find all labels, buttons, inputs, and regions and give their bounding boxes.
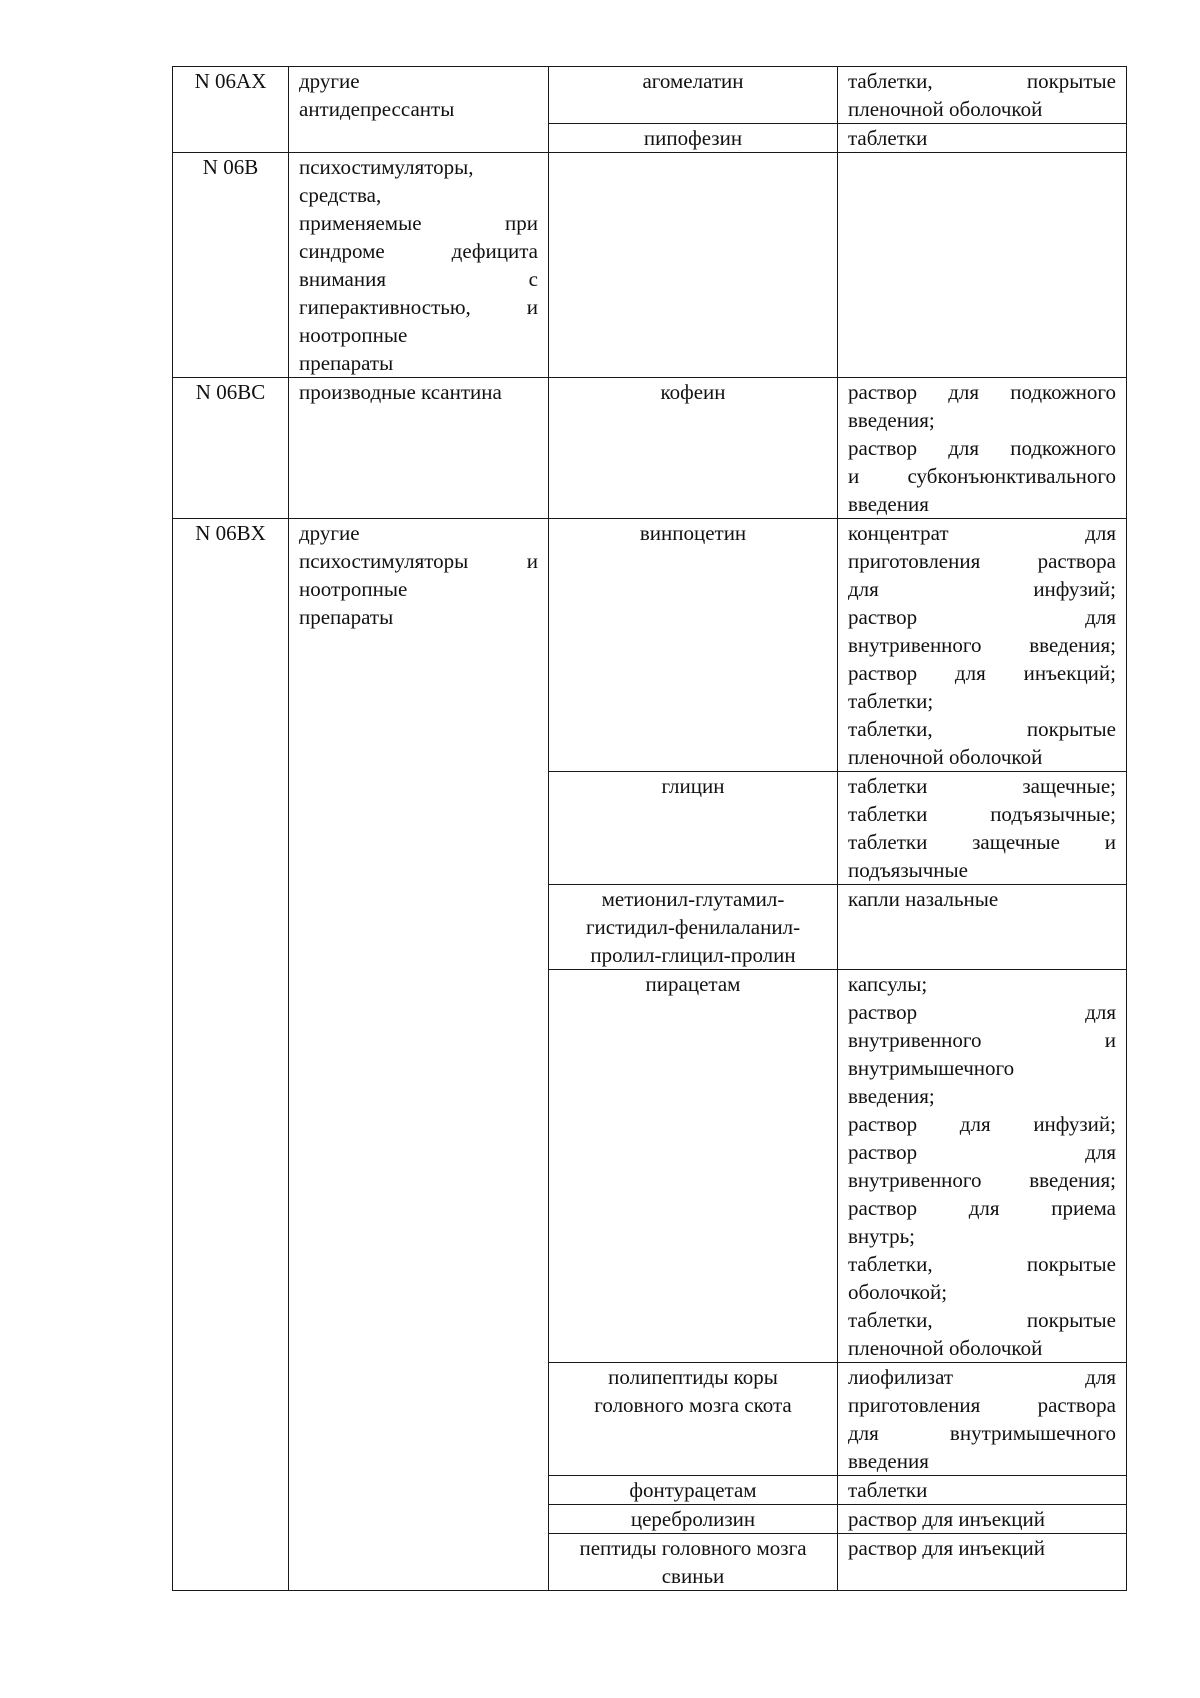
text-line: раствор для инъекций [848,1507,1045,1531]
text-line: другие [299,69,360,93]
text-line: препараты [299,351,394,375]
text-line: подъязычные [848,858,968,882]
group-name-cell [289,67,549,153]
text-line: введения [848,492,929,516]
text-line: ноотропные [299,577,408,601]
dosage-form-cell [838,153,1127,378]
dosage-form-cell [838,1476,1127,1505]
text-line: винпоцетин [639,521,747,545]
atc-code-cell: N 06B [173,153,289,378]
text-line: внутривенного введения; [848,1168,1116,1192]
text-line: пирацетам [645,972,741,996]
text-line: внутривенного и [848,1028,1116,1052]
text-line: раствор для инъекций; [848,661,1116,685]
drug-name-cell [549,519,838,772]
text-line: метионил-глутамил- [601,887,785,911]
text-line: приготовления раствора [848,1393,1116,1417]
drug-name-cell [549,124,838,153]
group-name-cell [289,378,549,519]
drug-name-cell [549,1476,838,1505]
text-line: оболочкой; [848,1280,948,1304]
text-line: головного мозга скота [594,1393,792,1417]
atc-code-cell: N 06BC [173,378,289,519]
text-line: внутримышечного [848,1056,1015,1080]
dosage-form-cell [838,1534,1127,1591]
dosage-form-cell [838,885,1127,970]
text-line: введения; [848,1084,935,1108]
text-line: полипептиды коры [608,1365,778,1389]
text-line: препараты [299,605,394,629]
text-line: таблетки, покрытые [848,69,1116,93]
text-line: пипофезин [643,126,743,150]
text-line: психостимуляторы, [299,155,474,179]
text-line: раствор для [848,1000,1116,1024]
dosage-form-cell [838,1363,1127,1476]
text-line: ноотропные [299,323,408,347]
text-line: раствор для инфузий; [848,1112,1116,1136]
text-line: глицин [661,774,725,798]
text-line: раствор для приема [848,1196,1116,1220]
drug-name-cell [549,378,838,519]
text-line: фонтурацетам [629,1478,757,1502]
text-line: капсулы; [848,972,928,996]
text-line: средства, [299,183,382,207]
text-line: для инфузий; [848,577,1116,601]
drug-name-cell [549,970,838,1363]
dosage-form-cell [838,67,1127,124]
text-line: таблетки, покрытые [848,1308,1116,1332]
drug-name-cell [549,772,838,885]
text-line: приготовления раствора [848,549,1116,573]
text-line: антидепрессанты [299,97,455,121]
text-line: внимания с [299,267,538,291]
drug-name-cell [549,885,838,970]
table-body [173,67,1127,1591]
text-line: таблетки, покрытые [848,717,1116,741]
text-line: гиперактивностью, и [299,295,538,319]
dosage-form-cell [838,1505,1127,1534]
table-row [173,519,1127,772]
dosage-form-cell [838,772,1127,885]
text-line: таблетки, покрытые [848,1252,1116,1276]
text-line: другие [299,521,360,545]
drug-classification-table [172,66,1127,1591]
text-line: внутрь; [848,1224,915,1248]
text-line: пленочной оболочкой [848,1336,1043,1360]
text-line: для внутримышечного [848,1421,1116,1445]
text-line: таблетки защечные и [848,830,1116,854]
text-line: синдроме дефицита [299,239,538,263]
table-row [173,378,1127,519]
group-name-cell [289,519,549,1591]
text-line: раствор для подкожного [848,436,1116,460]
text-line: пептиды головного мозга [579,1536,807,1560]
table-row [173,67,1127,124]
text-line: введения; [848,408,935,432]
text-line: внутривенного введения; [848,633,1116,657]
text-line: лиофилизат для [848,1365,1116,1389]
text-line: раствор для инъекций [848,1536,1045,1560]
atc-code-cell: N 06AX [173,67,289,153]
drug-name-cell [549,153,838,378]
text-line: таблетки; [848,689,934,713]
text-line: пленочной оболочкой [848,97,1043,121]
text-line: раствор для [848,605,1116,629]
group-name-cell [289,153,549,378]
text-line: гистидил-фенилаланил- [585,915,801,939]
drug-name-cell [549,67,838,124]
dosage-form-cell [838,378,1127,519]
text-line: агомелатин [642,69,744,93]
text-line: таблетки защечные; [848,774,1116,798]
text-line: раствор для подкожного [848,380,1116,404]
text-line: пролил-глицил-пролин [590,943,796,967]
dosage-form-cell [838,124,1127,153]
dosage-form-cell [838,970,1127,1363]
text-line: церебролизин [630,1507,756,1531]
atc-code-cell: N 06BX [173,519,289,1591]
dosage-form-cell [838,519,1127,772]
text-line: пленочной оболочкой [848,745,1043,769]
drug-name-cell [549,1505,838,1534]
text-line: применяемые при [299,211,538,235]
table-row [173,153,1127,378]
text-line: свиньи [661,1564,725,1588]
text-line: капли назальные [848,887,999,911]
text-line: психостимуляторы и [299,549,538,573]
text-line: концентрат для [848,521,1116,545]
text-line: таблетки подъязычные; [848,802,1116,826]
text-line: введения [848,1449,929,1473]
text-line: производные ксантина [299,380,502,404]
text-line: таблетки [848,1478,928,1502]
drug-name-cell [549,1534,838,1591]
drug-name-cell [549,1363,838,1476]
text-line: кофеин [660,380,726,404]
text-line: таблетки [848,126,928,150]
text-line: раствор для [848,1140,1116,1164]
text-line: и субконъюнктивального [848,464,1116,488]
